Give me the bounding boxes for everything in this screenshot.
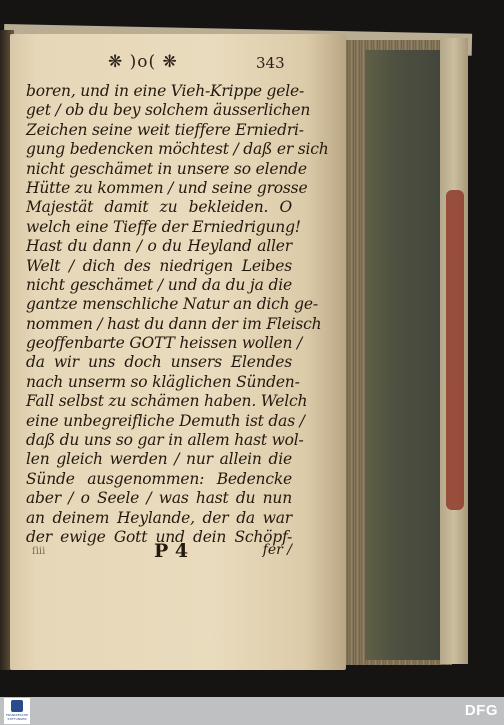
signature-mark: P 4 [154, 540, 189, 562]
page-number: 343 [256, 54, 285, 72]
text-line: Welt / dich des niedrigen Leibes [26, 256, 292, 275]
logo-emblem-icon [11, 700, 23, 712]
text-line: da wir uns doch unsers Elendes [26, 353, 292, 372]
text-line: daß du uns so gar in allem hast wol- [26, 431, 304, 450]
francke-logo [4, 698, 30, 724]
text-line: nicht geschämet / und da du ja die [26, 275, 292, 294]
text-line: welch eine Tieffe der Erniedrigung! [26, 217, 301, 236]
text-line: len gleich werden / nur allein die [26, 450, 292, 469]
page-edges-shadow [365, 50, 445, 660]
text-line: nach unserm so kläglichen Sünden- [26, 372, 300, 391]
catchword: fer / [262, 542, 292, 558]
text-line: gantze menschliche Natur an dich ge- [26, 295, 318, 314]
dfg-logo: DFG [464, 702, 498, 719]
text-line: aber / o Seele / was hast du nun [26, 489, 292, 508]
cover-stain [446, 190, 464, 510]
text-line: Majestät damit zu bekleiden. O [26, 198, 292, 217]
viewer-footer-bar [0, 697, 504, 725]
text-line: Hütte zu kommen / und seine grosse [26, 178, 308, 197]
logo-caption: FRANCKESCHE STIFTUNGEN [5, 713, 29, 721]
text-line: geoffenbarte GOTT heissen wollen / [26, 334, 303, 353]
text-line: gung bedencken möchtest / daß er sich [26, 140, 329, 159]
faint-mark: ſiii [32, 546, 46, 557]
text-line: Hast du dann / o du Heyland aller [26, 237, 292, 256]
text-line: nicht geschämet in unsere so elende [26, 159, 307, 178]
text-line: Sünde ausgenommen: Bedencke [26, 469, 292, 488]
text-line: Fall selbst zu schämen haben. Welch [26, 392, 308, 411]
text-line: der ewige Gott und dein Schöpf- [26, 527, 292, 546]
text-line: Zeichen seine weit tieffere Erniedri- [26, 120, 304, 139]
text-line: eine unbegreifliche Demuth ist das / [26, 411, 305, 430]
running-head [108, 52, 288, 78]
ornament: ❋ )o( ❋ [108, 52, 178, 72]
text-line: an deinem Heylande, der da war [26, 508, 292, 527]
body-text [26, 82, 329, 547]
text-line: get / ob du bey solchem äusserlichen [26, 101, 311, 120]
text-line: boren, und in eine Vieh-Krippe gele- [26, 82, 304, 100]
page-footer [26, 540, 292, 564]
text-line: nommen / hast du dann der im Fleisch [26, 314, 322, 333]
